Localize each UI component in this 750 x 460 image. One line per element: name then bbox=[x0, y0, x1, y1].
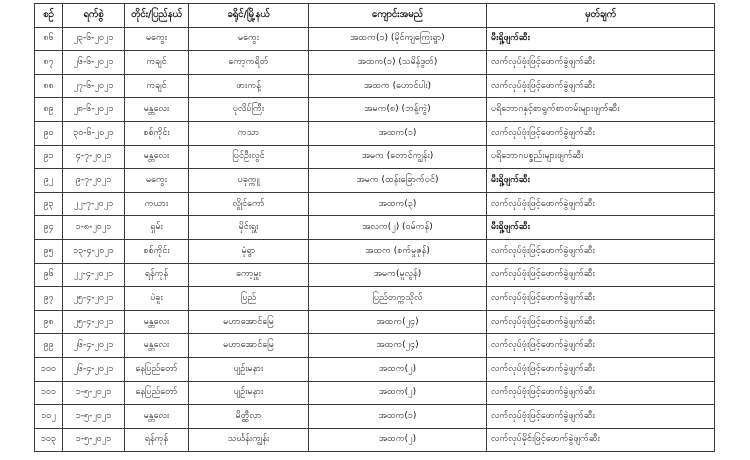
table-row bbox=[35, 51, 715, 75]
table-row bbox=[35, 98, 715, 122]
cell-number: ၈၉ bbox=[35, 98, 63, 122]
cell-region: ပဲခူး bbox=[125, 287, 189, 311]
table-row bbox=[35, 287, 715, 311]
table-row bbox=[35, 239, 715, 263]
table-body bbox=[35, 27, 715, 452]
cell-number: ၉၀ bbox=[35, 121, 63, 145]
cell-number: ၁၀၃ bbox=[35, 428, 63, 452]
cell-number: ၉၇ bbox=[35, 287, 63, 311]
cell-date: ၂၅-၄-၂၀၂၁ bbox=[63, 310, 125, 334]
cell-township: ပျဉ်းမနား bbox=[189, 357, 309, 381]
cell-date: ၃၀-၆-၂၀၂၁ bbox=[63, 121, 125, 145]
cell-remark: လက်လုပ်မိုင်းဖြင့်ဖောက်ခွဲဖျက်ဆီး bbox=[487, 428, 715, 452]
cell-school: အထက(၁) (သမိန်ဒွတ်) bbox=[309, 51, 487, 75]
cell-school: အထက(၁) (မိုင်ကျကြေးရွာ) bbox=[309, 27, 487, 51]
cell-remark: လက်လုပ်ဗုံးဖြင့်ဖောက်ခွဲဖျက်ဆီး bbox=[487, 310, 715, 334]
cell-number: ၉၃ bbox=[35, 192, 63, 216]
cell-number: ၉၁ bbox=[35, 145, 63, 169]
cell-number: ၉၈ bbox=[35, 310, 63, 334]
header-row bbox=[35, 4, 715, 28]
cell-township: ပြည် bbox=[189, 287, 309, 311]
cell-township: မဟာအောင်မြေ bbox=[189, 310, 309, 334]
cell-date: ၂၂-၇-၂၀၂၁ bbox=[63, 192, 125, 216]
cell-township: ကသာ bbox=[189, 121, 309, 145]
cell-number: ၁၀၀ bbox=[35, 357, 63, 381]
cell-date: ၄-၇-၂၀၂၁ bbox=[63, 145, 125, 169]
cell-school: အထက(၁) bbox=[309, 121, 487, 145]
incident-table-sheet bbox=[34, 3, 715, 452]
cell-remark: လက်လုပ်ဗုံးဖြင့်ဖောက်ခွဲဖျက်ဆီး bbox=[487, 239, 715, 263]
cell-region: ကယား bbox=[125, 192, 189, 216]
cell-region: မန္တလေး bbox=[125, 405, 189, 429]
cell-school: အလက(၂) (ဝမ်ကန်) bbox=[309, 216, 487, 240]
cell-date: ၂၂-၄-၂၀၂၁ bbox=[63, 263, 125, 287]
cell-township: သင်္ဃန်းကျွန်း bbox=[189, 428, 309, 452]
cell-region: ကချင် bbox=[125, 74, 189, 98]
cell-number: ၈၆ bbox=[35, 27, 63, 51]
cell-date: ၉-၇-၂၀၂၁ bbox=[63, 169, 125, 193]
cell-remark: မီးရှို့ဖျက်ဆီး bbox=[487, 27, 715, 51]
table-row bbox=[35, 74, 715, 98]
cell-remark: လက်လုပ်ဗုံးဖြင့်ဖောက်ခွဲဖျက်ဆီး bbox=[487, 381, 715, 405]
cell-school: ပြည်တက္ကသိုလ် bbox=[309, 287, 487, 311]
cell-region: မန္တလေး bbox=[125, 334, 189, 358]
table-row bbox=[35, 169, 715, 193]
cell-remark: ပရိဘောဂပစ္စည်းများဖျက်ဆီး bbox=[487, 145, 715, 169]
cell-school: အထက (စက်မှုဇုန်) bbox=[309, 239, 487, 263]
cell-region: နေပြည်တော် bbox=[125, 381, 189, 405]
cell-date: ၁-၈-၂၀၂၁ bbox=[63, 216, 125, 240]
cell-school: အထက(၂) bbox=[309, 428, 487, 452]
cell-number: ၉၉ bbox=[35, 334, 63, 358]
header-remark: မှတ်ချက် bbox=[487, 4, 715, 28]
cell-date: ၁၃-၄-၂၀၂၁ bbox=[63, 239, 125, 263]
table-row bbox=[35, 192, 715, 216]
cell-remark: မီးရှို့ဖျက်ဆီး bbox=[487, 169, 715, 193]
header-school: ကျောင်းအမည် bbox=[309, 4, 487, 28]
header-township: ခရိုင်/မြို့နယ် bbox=[189, 4, 309, 28]
table-row bbox=[35, 381, 715, 405]
header-region: တိုင်း/ပြည်နယ် bbox=[125, 4, 189, 28]
cell-remark: လက်လုပ်ဗုံးဖြင့်ဖောက်ခွဲဖျက်ဆီး bbox=[487, 405, 715, 429]
cell-school: အမက(၈) (ဘန့်ကွဲ) bbox=[309, 98, 487, 122]
cell-township: မိုင်းရှူး bbox=[189, 216, 309, 240]
cell-township: မကွေး bbox=[189, 27, 309, 51]
cell-school: အမက (တောင်ကျွန်း) bbox=[309, 145, 487, 169]
cell-date: ၂၆-၄-၂၀၂၁ bbox=[63, 334, 125, 358]
table-row bbox=[35, 216, 715, 240]
cell-region: စစ်ကိုင်း bbox=[125, 121, 189, 145]
table-row bbox=[35, 263, 715, 287]
cell-region: ရန်ကုန် bbox=[125, 428, 189, 452]
cell-number: ၈၈ bbox=[35, 74, 63, 98]
cell-date: ၂၅-၄-၂၀၂၁ bbox=[63, 287, 125, 311]
cell-township: မိတ္ထီလာ bbox=[189, 405, 309, 429]
cell-township: မုံရွာ bbox=[189, 239, 309, 263]
cell-school: အမက(မူလွန်) bbox=[309, 263, 487, 287]
table-row bbox=[35, 334, 715, 358]
table-row bbox=[35, 121, 715, 145]
cell-township: လွိုင်ကော် bbox=[189, 192, 309, 216]
cell-school: အထက (ဟောင်ပါး) bbox=[309, 74, 487, 98]
cell-township: ပုလိပ်ကြီး bbox=[189, 98, 309, 122]
cell-region: မကွေး bbox=[125, 27, 189, 51]
cell-region: နေပြည်တော် bbox=[125, 357, 189, 381]
cell-school: အထက(၂) bbox=[309, 381, 487, 405]
cell-date: ၂၃-၆-၂၀၂၁ bbox=[63, 27, 125, 51]
cell-township: ပျဉ်းမနား bbox=[189, 381, 309, 405]
cell-number: ၁၀၂ bbox=[35, 405, 63, 429]
cell-remark: လက်လုပ်ဗုံးဖြင့်ဖောက်ခွဲဖျက်ဆီး bbox=[487, 74, 715, 98]
table-row bbox=[35, 310, 715, 334]
cell-date: ၁-၅-၂၀၂၁ bbox=[63, 405, 125, 429]
cell-region: မန္တလေး bbox=[125, 98, 189, 122]
table-row bbox=[35, 357, 715, 381]
header-no: စဉ် bbox=[35, 4, 63, 28]
cell-date: ၂၈-၆-၂၀၂၁ bbox=[63, 98, 125, 122]
cell-township: ပြင်ဦးလွင် bbox=[189, 145, 309, 169]
cell-school: အမက (ထန်းခြောက်ပင်) bbox=[309, 169, 487, 193]
cell-region: စစ်ကိုင်း bbox=[125, 239, 189, 263]
cell-remark: လက်လုပ်ဗုံးဖြင့်ဖောက်ခွဲဖျက်ဆီး bbox=[487, 263, 715, 287]
table-row bbox=[35, 27, 715, 51]
cell-region: ရန်ကုန် bbox=[125, 263, 189, 287]
cell-township: မဟာအောင်မြေ bbox=[189, 334, 309, 358]
cell-school: အထက(၁) bbox=[309, 405, 487, 429]
cell-school: အထက(၂၄) bbox=[309, 334, 487, 358]
table-row bbox=[35, 405, 715, 429]
cell-remark: ပရိဘောဂနှင့်စာရွက်စာတမ်းများဖျက်ဆီး bbox=[487, 98, 715, 122]
table-row bbox=[35, 428, 715, 452]
cell-township: ပခုက္ကူ bbox=[189, 169, 309, 193]
cell-remark: လက်လုပ်ဗုံးဖြင့်ဖောက်ခွဲဖျက်ဆီး bbox=[487, 121, 715, 145]
cell-number: ၉၄ bbox=[35, 216, 63, 240]
cell-date: ၂၆-၄-၂၀၂၁ bbox=[63, 357, 125, 381]
cell-remark: မီးရှို့ဖျက်ဆီး bbox=[487, 216, 715, 240]
cell-date: ၂၇-၆-၂၀၂၁ bbox=[63, 74, 125, 98]
cell-remark: လက်လုပ်ဗုံးဖြင့်ဖောက်ခွဲဖျက်ဆီး bbox=[487, 287, 715, 311]
header-date: ရက်စွဲ bbox=[63, 4, 125, 28]
cell-region: မန္တလေး bbox=[125, 145, 189, 169]
cell-date: ၁-၅-၂၀၂၁ bbox=[63, 381, 125, 405]
cell-township: ဖားကန့် bbox=[189, 74, 309, 98]
cell-remark: လက်လုပ်ဗုံးဖြင့်ဖောက်ခွဲဖျက်ဆီး bbox=[487, 192, 715, 216]
table-row bbox=[35, 145, 715, 169]
cell-number: ၈၇ bbox=[35, 51, 63, 75]
cell-region: ရှမ်း bbox=[125, 216, 189, 240]
cell-date: ၂၆-၆-၂၀၂၁ bbox=[63, 51, 125, 75]
cell-school: အထက(၂၄) bbox=[309, 310, 487, 334]
cell-township: ကော့မှူး bbox=[189, 263, 309, 287]
cell-remark: လက်လုပ်ဗုံးဖြင့်ဖောက်ခွဲဖျက်ဆီး bbox=[487, 51, 715, 75]
cell-remark: လက်လုပ်ဗုံးဖြင့်ဖောက်ခွဲဖျက်ဆီး bbox=[487, 334, 715, 358]
cell-region: မကွေး bbox=[125, 169, 189, 193]
cell-remark: လက်လုပ်ဗုံးဖြင့်ဖောက်ခွဲဖျက်ဆီး bbox=[487, 357, 715, 381]
cell-school: အထက(၃) bbox=[309, 192, 487, 216]
incident-table bbox=[34, 3, 715, 452]
cell-date: ၁-၅-၂၀၂၁ bbox=[63, 428, 125, 452]
cell-number: ၉၆ bbox=[35, 263, 63, 287]
cell-school: အထက(၂) bbox=[309, 357, 487, 381]
cell-number: ၉၂ bbox=[35, 169, 63, 193]
cell-township: ကော့ကရိတ် bbox=[189, 51, 309, 75]
table-header bbox=[35, 4, 715, 28]
cell-region: မန္တလေး bbox=[125, 310, 189, 334]
cell-region: ကချင် bbox=[125, 51, 189, 75]
cell-number: ၉၅ bbox=[35, 239, 63, 263]
cell-number: ၁၀၁ bbox=[35, 381, 63, 405]
